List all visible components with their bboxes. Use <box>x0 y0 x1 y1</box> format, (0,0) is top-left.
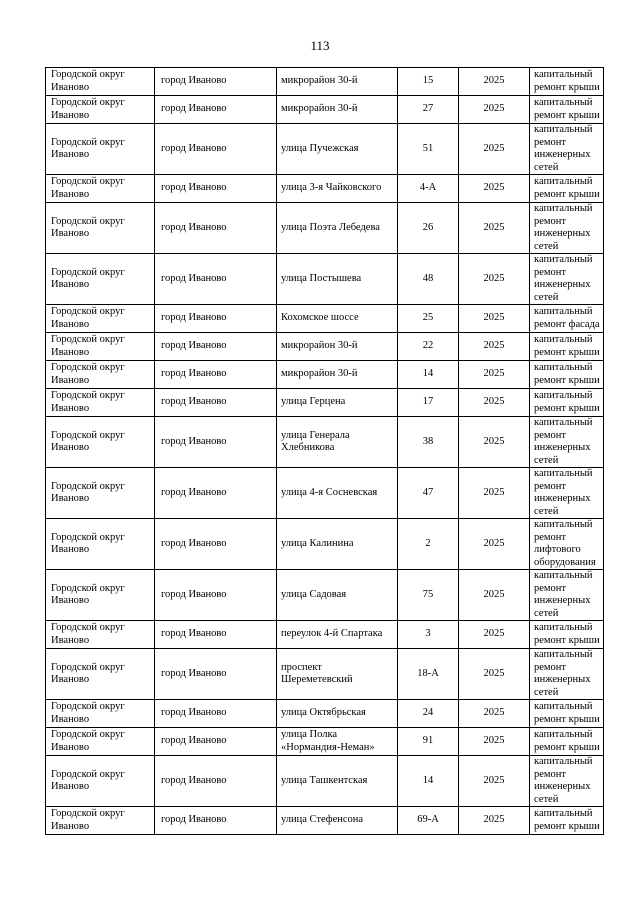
work-type-cell: капитальный ремонт крыши <box>530 807 604 835</box>
city-cell: город Иваново <box>155 700 277 728</box>
city-cell: город Иваново <box>155 621 277 649</box>
street-cell: улица Поэта Лебедева <box>277 203 398 254</box>
street-cell: Кохомское шоссе <box>277 305 398 333</box>
work-type-cell: капитальный ремонт инженерных сетей <box>530 756 604 807</box>
house-number-cell: 15 <box>398 68 459 96</box>
city-cell: город Иваново <box>155 175 277 203</box>
okrug-cell: Городской округ Иваново <box>46 333 155 361</box>
okrug-cell: Городской округ Иваново <box>46 68 155 96</box>
work-type-cell: капитальный ремонт крыши <box>530 96 604 124</box>
year-cell: 2025 <box>459 361 530 389</box>
street-cell: проспект Шереметевский <box>277 649 398 700</box>
street-cell: улица Калинина <box>277 519 398 570</box>
house-number-cell: 48 <box>398 254 459 305</box>
street-cell: микрорайон 30-й <box>277 333 398 361</box>
table-row <box>46 807 604 835</box>
work-type-cell: капитальный ремонт инженерных сетей <box>530 649 604 700</box>
year-cell: 2025 <box>459 756 530 807</box>
house-number-cell: 3 <box>398 621 459 649</box>
year-cell: 2025 <box>459 807 530 835</box>
okrug-cell: Городской округ Иваново <box>46 519 155 570</box>
house-number-cell: 2 <box>398 519 459 570</box>
house-number-cell: 51 <box>398 124 459 175</box>
work-type-cell: капитальный ремонт крыши <box>530 361 604 389</box>
work-type-cell: капитальный ремонт инженерных сетей <box>530 124 604 175</box>
work-type-cell: капитальный ремонт крыши <box>530 700 604 728</box>
year-cell: 2025 <box>459 254 530 305</box>
okrug-cell: Городской округ Иваново <box>46 124 155 175</box>
year-cell: 2025 <box>459 700 530 728</box>
city-cell: город Иваново <box>155 728 277 756</box>
city-cell: город Иваново <box>155 807 277 835</box>
street-cell: микрорайон 30-й <box>277 361 398 389</box>
work-type-cell: капитальный ремонт инженерных сетей <box>530 468 604 519</box>
street-cell: улица Герцена <box>277 389 398 417</box>
okrug-cell: Городской округ Иваново <box>46 621 155 649</box>
okrug-cell: Городской округ Иваново <box>46 254 155 305</box>
house-number-cell: 22 <box>398 333 459 361</box>
year-cell: 2025 <box>459 305 530 333</box>
city-cell: город Иваново <box>155 570 277 621</box>
okrug-cell: Городской округ Иваново <box>46 203 155 254</box>
table-row <box>46 96 604 124</box>
work-type-cell: капитальный ремонт лифтового оборудования <box>530 519 604 570</box>
street-cell: улица Пучежская <box>277 124 398 175</box>
city-cell: город Иваново <box>155 68 277 96</box>
street-cell: улица Генерала Хлебникова <box>277 417 398 468</box>
year-cell: 2025 <box>459 333 530 361</box>
house-number-cell: 38 <box>398 417 459 468</box>
work-type-cell: капитальный ремонт крыши <box>530 389 604 417</box>
house-number-cell: 26 <box>398 203 459 254</box>
year-cell: 2025 <box>459 570 530 621</box>
table-row <box>46 728 604 756</box>
year-cell: 2025 <box>459 203 530 254</box>
table-row <box>46 124 604 175</box>
city-cell: город Иваново <box>155 756 277 807</box>
year-cell: 2025 <box>459 389 530 417</box>
city-cell: город Иваново <box>155 305 277 333</box>
table-row <box>46 468 604 519</box>
house-number-cell: 27 <box>398 96 459 124</box>
city-cell: город Иваново <box>155 124 277 175</box>
okrug-cell: Городской округ Иваново <box>46 570 155 621</box>
work-type-cell: капитальный ремонт инженерных сетей <box>530 570 604 621</box>
street-cell: улица Постышева <box>277 254 398 305</box>
year-cell: 2025 <box>459 649 530 700</box>
table-row <box>46 417 604 468</box>
okrug-cell: Городской округ Иваново <box>46 417 155 468</box>
work-type-cell: капитальный ремонт инженерных сетей <box>530 417 604 468</box>
work-type-cell: капитальный ремонт крыши <box>530 728 604 756</box>
table-row <box>46 389 604 417</box>
city-cell: город Иваново <box>155 254 277 305</box>
year-cell: 2025 <box>459 468 530 519</box>
table-row <box>46 333 604 361</box>
repair-schedule-table <box>45 67 604 835</box>
year-cell: 2025 <box>459 96 530 124</box>
okrug-cell: Городской округ Иваново <box>46 361 155 389</box>
year-cell: 2025 <box>459 417 530 468</box>
page-number: 113 <box>310 38 330 53</box>
table-row <box>46 175 604 203</box>
year-cell: 2025 <box>459 175 530 203</box>
year-cell: 2025 <box>459 728 530 756</box>
house-number-cell: 69-А <box>398 807 459 835</box>
okrug-cell: Городской округ Иваново <box>46 807 155 835</box>
okrug-cell: Городской округ Иваново <box>46 468 155 519</box>
street-cell: улица Полка «Нормандия-Неман» <box>277 728 398 756</box>
street-cell: улица Садовая <box>277 570 398 621</box>
house-number-cell: 75 <box>398 570 459 621</box>
house-number-cell: 14 <box>398 361 459 389</box>
okrug-cell: Городской округ Иваново <box>46 305 155 333</box>
street-cell: улица Октябрьская <box>277 700 398 728</box>
city-cell: город Иваново <box>155 361 277 389</box>
street-cell: микрорайон 30-й <box>277 96 398 124</box>
year-cell: 2025 <box>459 124 530 175</box>
table-row <box>46 305 604 333</box>
street-cell: улица 4-я Сосневская <box>277 468 398 519</box>
work-type-cell: капитальный ремонт крыши <box>530 333 604 361</box>
work-type-cell: капитальный ремонт крыши <box>530 68 604 96</box>
street-cell: улица Ташкентская <box>277 756 398 807</box>
okrug-cell: Городской округ Иваново <box>46 175 155 203</box>
city-cell: город Иваново <box>155 417 277 468</box>
street-cell: микрорайон 30-й <box>277 68 398 96</box>
okrug-cell: Городской округ Иваново <box>46 389 155 417</box>
table-row <box>46 700 604 728</box>
work-type-cell: капитальный ремонт инженерных сетей <box>530 254 604 305</box>
street-cell: улица Стефенсона <box>277 807 398 835</box>
street-cell: переулок 4-й Спартака <box>277 621 398 649</box>
table-row <box>46 68 604 96</box>
city-cell: город Иваново <box>155 389 277 417</box>
house-number-cell: 91 <box>398 728 459 756</box>
year-cell: 2025 <box>459 621 530 649</box>
table-row <box>46 519 604 570</box>
table-row <box>46 756 604 807</box>
work-type-cell: капитальный ремонт фасада <box>530 305 604 333</box>
city-cell: город Иваново <box>155 519 277 570</box>
house-number-cell: 47 <box>398 468 459 519</box>
year-cell: 2025 <box>459 519 530 570</box>
work-type-cell: капитальный ремонт крыши <box>530 621 604 649</box>
work-type-cell: капитальный ремонт инженерных сетей <box>530 203 604 254</box>
okrug-cell: Городской округ Иваново <box>46 649 155 700</box>
work-type-cell: капитальный ремонт крыши <box>530 175 604 203</box>
okrug-cell: Городской округ Иваново <box>46 756 155 807</box>
okrug-cell: Городской округ Иваново <box>46 96 155 124</box>
table-row <box>46 203 604 254</box>
table-row <box>46 254 604 305</box>
house-number-cell: 4-А <box>398 175 459 203</box>
street-cell: улица 3-я Чайковского <box>277 175 398 203</box>
city-cell: город Иваново <box>155 96 277 124</box>
table-row <box>46 361 604 389</box>
year-cell: 2025 <box>459 68 530 96</box>
house-number-cell: 17 <box>398 389 459 417</box>
okrug-cell: Городской округ Иваново <box>46 728 155 756</box>
table-body <box>46 68 604 835</box>
table-row <box>46 570 604 621</box>
house-number-cell: 14 <box>398 756 459 807</box>
house-number-cell: 25 <box>398 305 459 333</box>
table-row <box>46 621 604 649</box>
house-number-cell: 18-А <box>398 649 459 700</box>
city-cell: город Иваново <box>155 203 277 254</box>
table-row <box>46 649 604 700</box>
okrug-cell: Городской округ Иваново <box>46 700 155 728</box>
city-cell: город Иваново <box>155 468 277 519</box>
city-cell: город Иваново <box>155 649 277 700</box>
city-cell: город Иваново <box>155 333 277 361</box>
house-number-cell: 24 <box>398 700 459 728</box>
